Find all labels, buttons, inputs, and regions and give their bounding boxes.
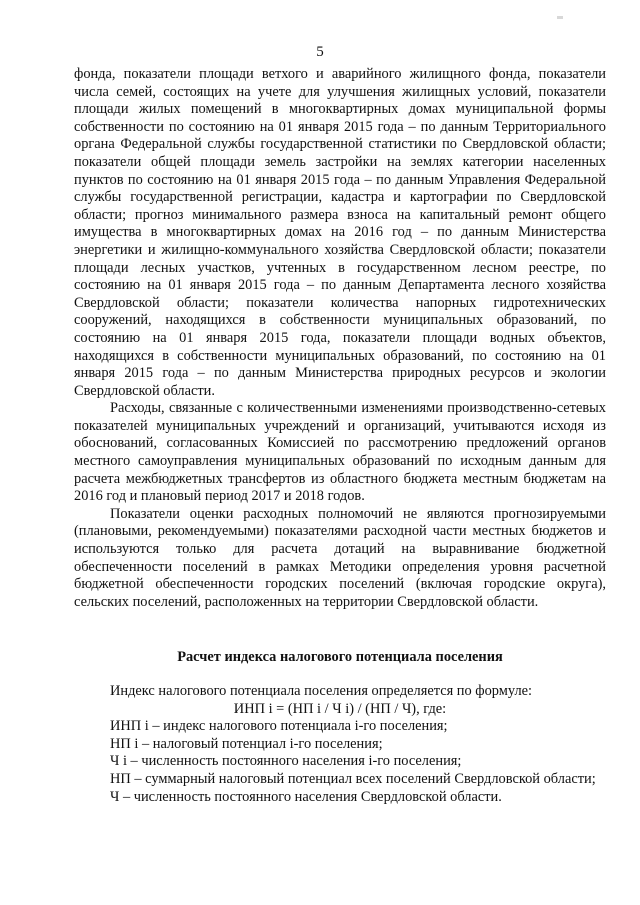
definition-item: ИНП i – индекс налогового потенциала i-го поселения; <box>110 718 448 735</box>
definition-item: НП i – налоговый потенциал i-го поселения; <box>110 735 383 752</box>
definition-item: Ч i – численность постоянного населения i-го поселения; <box>110 753 462 770</box>
paragraph-data-sources: фонда, показатели площади ветхого и аварийного жилищного фонда, показатели числа семей, состоящих на учете для улучшения жилищных условий, показатели площади жилых помещений в многоквартирных домах муниципальной формы собственности по состоянию на 01 января 2015 года – по данным Территориального органа Федеральной службы государственной статистики по Свердловской области; показатели общей площади земель застройки на землях категории населенных пунктов по состоянию на 01 января 2015 года – по данным Управления Федеральной службы государственной регистрации, кадастра и картографии по Свердловской области; прогноз минимального размера взноса на капитальный ремонт общего имущества в многоквартирных домах на 2016 год – по данным Министерства энергетики и жилищно-коммунального хозяйства Свердловской области; показатели площади лесных участков, учтенных в государственном лесном реестре, по состоянию на 01 января 2015 года – по данным Департамента лесного хозяйства Свердловской области; показатели количества напорных гидротехнических сооружений, находящихся в собственности муниципальных образований, по состоянию на 01 января 2015 года, показатели площади водных объектов, находящихся в собственности муниципальных образований, по состоянию на 01 января 2015 года – по данным Министерства природных ресурсов и экологии Свердловской области. <box>74 66 606 399</box>
definition-item: Ч – численность постоянного населения Свердловской области. <box>110 788 502 805</box>
paragraph-network-expenses: Расходы, связанные с количественными изменениями производственно-сетевых показателей муниципальных учреждений и организаций, учитываются исходя из обоснований, согласованных Комиссией по рассмотрению предложений органов местного самоуправления муниципальных образований по исходным данным для расчета межбюджетных трансфертов из областного бюджета местным бюджетам на 2016 год и плановый период 2017 и 2018 годов. <box>74 400 606 505</box>
page-number: 5 <box>316 44 324 60</box>
scan-artifact <box>557 16 563 19</box>
definition-item: НП – суммарный налоговый потенциал всех поселений Свердловской области; <box>110 770 596 787</box>
document-body <box>74 66 606 806</box>
formula-intro: Индекс налогового потенциала поселения определяется по формуле: <box>110 683 533 699</box>
paragraph-assessment-indicators: Показатели оценки расходных полномочий не являются прогнозируемыми (плановыми, рекомендуемыми) показателями расходной части местных бюджетов и используются только для расчета дотаций на выравнивание бюджетной обеспеченности поселений в рамках Методики определения уровня расчетной бюджетной обеспеченности городских поселений (включая городские округа), сельских поселений, расположенных на территории Свердловской области. <box>74 505 606 610</box>
section-heading: Расчет индекса налогового потенциала поселения <box>177 649 503 666</box>
formula: ИНП i = (НП i / Ч i) / (НП / Ч), где: <box>233 700 447 717</box>
